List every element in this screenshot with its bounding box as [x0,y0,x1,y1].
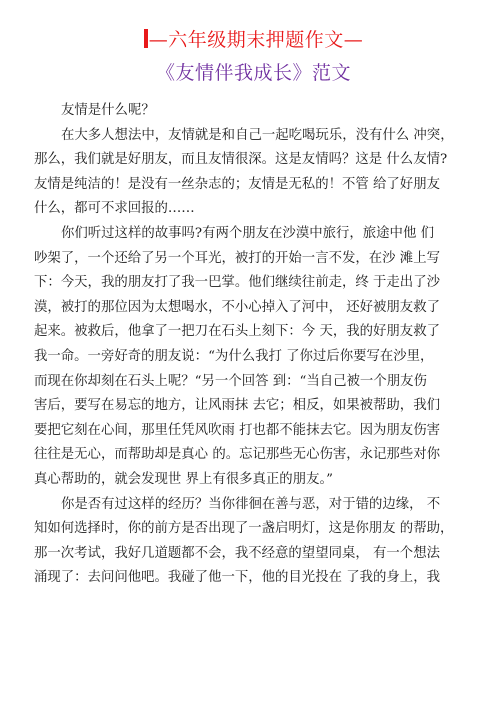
paragraph-line: 什么，都可不求回报的…… [34,201,195,217]
paragraph-line: 下：今天，我的朋友打了我一巴掌。他们继续往前走，终 于走出了沙 [34,275,440,291]
paragraph-line: 知如何选择时，你的前方是否出现了一盏启明灯，这是你朋友 的帮助， [34,521,454,537]
accent-bar [144,29,148,48]
paragraph-line: 往往是无心，而帮助却是真心 的。忘记那些无心伤害，永记那些对你 [34,447,440,463]
title-text-1: —六年级期末押题作文— [148,29,364,51]
paragraph-line: 涌现了：去问问他吧。我碰了他一下，他的目光投在 了我的身上，我 [34,570,440,586]
title-line-2: 《友情伴我成长》范文 [155,62,351,84]
paragraph [34,222,464,493]
paragraph-line: 漠，被打的那位因为太想喝水，不小心掉入了河中， 还好被朋友救了 [34,299,440,315]
paragraph-line: 友情是什么呢？ [61,103,155,118]
paragraph-line: 你是否有过这样的经历？当你徘徊在善与恶，对于错的边缘， 不 [61,496,441,512]
paragraph-line: 吵架了，一个还给了另一个耳光，被打的开始一言不发，在沙 滩上写 [34,250,440,266]
title-block [43,28,464,86]
paragraph-line: 友情是纯洁的！是没有一丝杂志的；友情是无私的！不管 给了好朋友 [34,176,440,192]
paragraph [34,124,464,222]
essay-body [34,99,464,591]
paragraph-line: 起来。被救后，他拿了一把刀在石头上刻下：今 天，我的好朋友救了 [34,324,440,340]
title-line-1 [144,28,364,52]
paragraph-line: 我一命。一旁好奇的朋友说：“为什么我打 了你过后你要写在沙里， [34,348,434,364]
paragraph-line: 而现在你却刻在石头上呢？“另一个回答 到：“当自己被一个朋友伤 [34,373,427,389]
paragraph-line: 在大多人想法中，友情就是和自己一起吃喝玩乐，没有什么 冲突， [61,127,454,143]
paragraph-line: 那一次考试，我好几道题都不会，我不经意的望望同桌， 有一个想法 [34,545,440,561]
paragraph-line: 害后，要写在易忘的地方，让风雨抹 去它；相反，如果被帮助，我们 [34,398,440,414]
paragraph-line: 你们听过这样的故事吗?有两个朋友在沙漠中旅行，旅途中他 们 [61,225,434,241]
paragraph-line: 要把它刻在心间，那里任凭风吹雨 打也都不能抹去它。因为朋友伤害 [34,422,440,438]
paragraph [34,493,464,591]
paragraph-line: 真心帮助的，就会发现世 界上有很多真正的朋友。” [34,471,333,487]
paragraph-line: 那么，我们就是好朋友，而且友情很深。这是友情吗？这是 什么友情? [34,152,448,168]
paragraph [61,99,464,124]
